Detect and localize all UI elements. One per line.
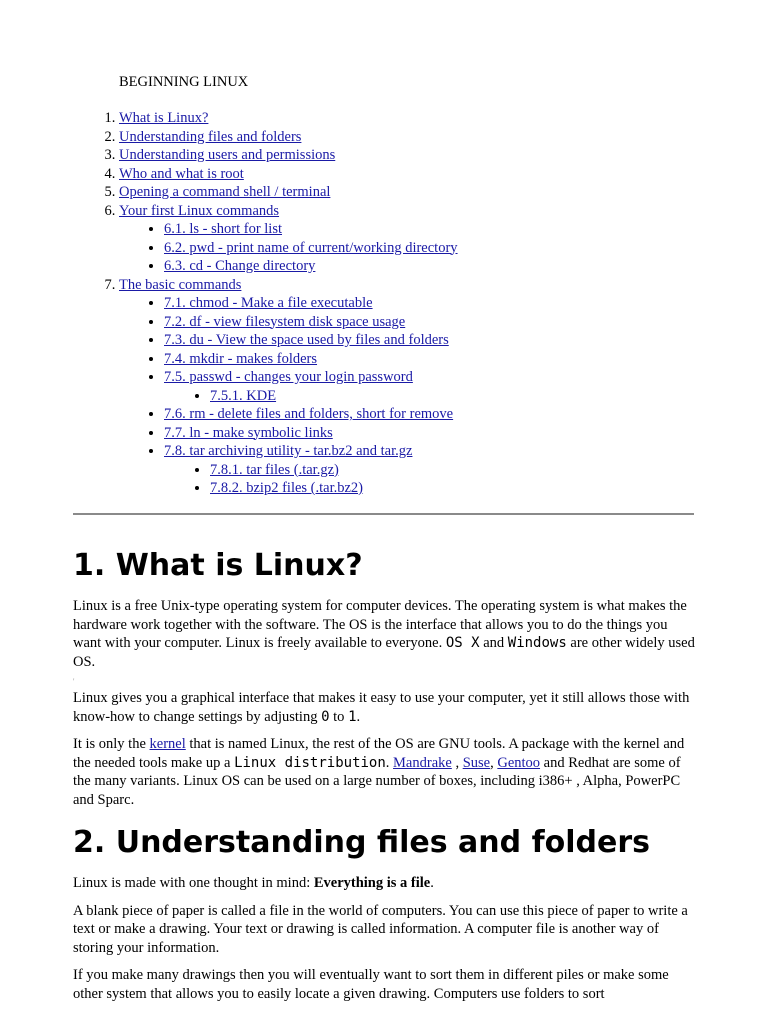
toc-link-kde[interactable]: 7.5.1. KDE bbox=[210, 387, 277, 404]
paragraph bbox=[73, 689, 698, 726]
toc-link-root[interactable]: Who and what is root bbox=[119, 165, 244, 182]
toc-sublist bbox=[119, 220, 458, 276]
toc-subitem bbox=[210, 461, 458, 480]
text-run: Linux gives you a graphical interface that makes it easy to use your computer, yet it still allows those with know-how to change settings by adjusting bbox=[73, 690, 690, 725]
toc-link-tar-gz[interactable]: 7.8.1. tar files (.tar.gz) bbox=[210, 461, 339, 478]
toc-sublist bbox=[119, 294, 458, 498]
toc-link-passwd[interactable]: 7.5. passwd - changes your login password bbox=[164, 369, 413, 385]
toc-link-first-commands[interactable]: Your first Linux commands bbox=[119, 202, 280, 219]
section-heading-files-folders: 2. Understanding files and folders bbox=[73, 825, 650, 860]
toc-subitem bbox=[164, 442, 458, 498]
toc-link-mkdir[interactable]: 7.4. mkdir - makes folders bbox=[164, 350, 318, 367]
text-run: and bbox=[479, 635, 508, 651]
toc-subitem bbox=[164, 239, 458, 258]
toc-subitem bbox=[164, 368, 458, 405]
text-run: , bbox=[451, 754, 463, 771]
text-run: and Redhat are some of the many variants. Linux OS can be used on a large number of boxes, including i386+ , Alpha, PowerPC and Sparc. bbox=[73, 754, 681, 808]
toc-item bbox=[119, 276, 458, 498]
toc-subitem bbox=[164, 220, 458, 239]
toc-item bbox=[119, 128, 458, 147]
link-kernel[interactable]: kernel bbox=[149, 736, 186, 752]
code-os-x: OS X bbox=[445, 635, 480, 651]
text-run: . bbox=[385, 754, 394, 771]
code-one: 1 bbox=[348, 708, 357, 725]
text-run: are other widely used OS. bbox=[73, 635, 695, 670]
code-linux-distribution: Linux distribution bbox=[234, 754, 386, 771]
text-run: that is named Linux, the rest of the OS are GNU tools. A package with the kernel and the needed tools make up a bbox=[73, 736, 685, 771]
link-suse[interactable]: Suse bbox=[462, 754, 491, 771]
toc-item bbox=[119, 165, 458, 184]
toc-link-users-permissions[interactable]: Understanding users and permissions bbox=[119, 147, 336, 163]
toc-subitem bbox=[164, 294, 458, 313]
toc-link-cd[interactable]: 6.3. cd - Change directory bbox=[164, 258, 316, 274]
toc-subitem bbox=[164, 257, 458, 276]
toc-subitem bbox=[164, 331, 458, 350]
toc-item bbox=[119, 109, 458, 128]
toc-sublist bbox=[164, 387, 458, 406]
text-run: to bbox=[329, 708, 349, 725]
toc-subitem bbox=[164, 350, 458, 369]
paragraph bbox=[73, 874, 698, 893]
toc-link-files-folders[interactable]: Understanding files and folders bbox=[119, 128, 302, 145]
toc-link-df[interactable]: 7.2. df - view filesystem disk space usage bbox=[164, 313, 406, 330]
toc-link-ln[interactable]: 7.7. ln - make symbolic links bbox=[164, 424, 333, 441]
section-divider bbox=[73, 513, 694, 515]
paragraph bbox=[73, 597, 698, 671]
text-run: . bbox=[430, 875, 434, 891]
toc-link-basic-commands[interactable]: The basic commands bbox=[119, 276, 242, 293]
text-run: Linux is a free Unix-type operating system for computer devices. The operating system is what makes the hardware work together with the software. The OS is the interface that allows you to do the things you want with your computer. Linux is freely available to everyone. bbox=[73, 598, 687, 651]
table-of-contents bbox=[74, 109, 458, 498]
toc-link-pwd[interactable]: 6.2. pwd - print name of current/working directory bbox=[164, 239, 458, 256]
toc-link-tar-bz2[interactable]: 7.8.2. bzip2 files (.tar.bz2) bbox=[210, 480, 364, 496]
text-run: . bbox=[356, 708, 361, 725]
section-heading-what-is-linux: 1. What is Linux? bbox=[73, 548, 363, 583]
toc-subitem bbox=[210, 387, 458, 406]
toc-link-ls[interactable]: 6.1. ls - short for list bbox=[164, 221, 283, 237]
paragraph: If you make many drawings then you will eventually want to sort them in different piles or make some other system that allows you to easily locate a given drawing. Computers use folders to sort bbox=[73, 967, 669, 1002]
toc-item bbox=[119, 202, 458, 276]
paragraph: A blank piece of paper is called a file in the world of computers. You can use this piece of paper to write a text or make a drawing. Your text or drawing is called information. A computer file is another way of storing your information. bbox=[73, 902, 688, 956]
toc-subitem bbox=[210, 479, 458, 498]
main-content bbox=[73, 548, 698, 1012]
toc-link-what-is-linux[interactable]: What is Linux? bbox=[119, 110, 209, 126]
toc-link-command-shell[interactable]: Opening a command shell / terminal bbox=[119, 184, 331, 200]
code-zero: 0 bbox=[321, 708, 330, 725]
toc-subitem bbox=[164, 313, 458, 332]
toc-link-rm[interactable]: 7.6. rm - delete files and folders, short for remove bbox=[164, 406, 454, 422]
toc-subitem bbox=[164, 405, 458, 424]
text-run: It is only the bbox=[73, 736, 150, 752]
code-windows: Windows bbox=[507, 635, 567, 651]
link-gentoo[interactable]: Gentoo bbox=[497, 754, 541, 771]
toc-sublist bbox=[164, 461, 458, 498]
bold-text: Everything is a file bbox=[313, 875, 431, 891]
toc-link-du[interactable]: 7.3. du - View the space used by files and folders bbox=[164, 332, 449, 348]
paragraph bbox=[73, 735, 698, 809]
document-title: BEGINNING LINUX bbox=[119, 74, 249, 90]
link-mandrake[interactable]: Mandrake bbox=[393, 754, 452, 771]
toc-link-chmod[interactable]: 7.1. chmod - Make a file executable bbox=[164, 295, 373, 311]
text-run: Linux is made with one thought in mind: bbox=[73, 875, 314, 891]
toc-subitem bbox=[164, 424, 458, 443]
text-run: , bbox=[490, 754, 498, 771]
stray-mark: ' bbox=[73, 677, 75, 686]
toc-item bbox=[119, 146, 458, 165]
toc-link-tar[interactable]: 7.8. tar archiving utility - tar.bz2 and tar.gz bbox=[164, 443, 413, 459]
toc-item bbox=[119, 183, 458, 202]
